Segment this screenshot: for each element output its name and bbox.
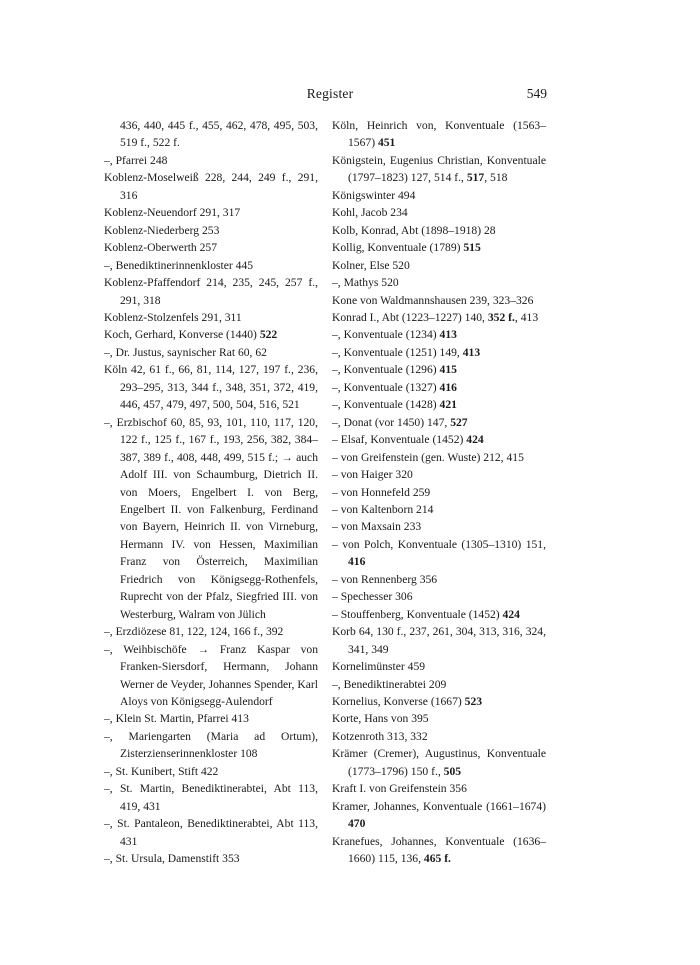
index-entry-text: – Stouffenberg, Konventuale (1452) [332, 607, 503, 621]
index-entry-text: –, Donat (vor 1450) 147, [332, 415, 451, 429]
index-entry [104, 414, 318, 623]
index-entry [332, 745, 546, 780]
index-entry-text: Kotzenroth 313, 332 [332, 729, 428, 743]
index-entry-text: , 518 [484, 171, 508, 185]
index-entry-text: Korte, Hans von 395 [332, 712, 429, 726]
index-entry-text: –, Mathys 520 [332, 276, 399, 290]
index-entry [332, 326, 546, 343]
index-entry [104, 780, 318, 815]
index-entry-text: –, Klein St. Martin, Pfarrei 413 [104, 712, 249, 726]
index-entry-text: –, Weihbischöfe → Franz Kaspar von Franken-Siersdorf, Hermann, Johann Werner de Veyder, Johannes Spender, Karl Aloys von Königsegg-Aulendorf [104, 642, 318, 708]
index-entry [104, 257, 318, 274]
index-entry [332, 728, 546, 745]
index-entry-bold-ref: 470 [348, 817, 366, 831]
index-entry [332, 798, 546, 833]
index-entry [332, 588, 546, 605]
index-entry [332, 518, 546, 535]
index-entry [332, 396, 546, 413]
index-entry [104, 309, 318, 326]
index-entry-text: 436, 440, 445 f., 455, 462, 478, 495, 503, 519 f., 522 f. [120, 119, 318, 150]
index-entry [332, 449, 546, 466]
index-entry-text: Koch, Gerhard, Konverse (1440) [104, 328, 260, 342]
index-entry [332, 501, 546, 518]
index-column-right [332, 117, 546, 867]
index-entry-bold-ref: 413 [439, 328, 457, 342]
index-entry [104, 344, 318, 361]
index-entry-text: –, Konventuale (1251) 149, [332, 345, 463, 359]
index-entry-text: –, Mariengarten (Maria ad Ortum), Zisterzienserinnenkloster 108 [104, 729, 318, 761]
index-entry-text: –, Benediktinerinnenkloster 445 [104, 258, 254, 272]
index-entry-text: – von Greifenstein (gen. Wuste) 212, 415 [332, 450, 524, 464]
index-entry [104, 274, 318, 309]
index-entry [332, 676, 546, 693]
index-entry-bold-ref: 527 [450, 415, 468, 429]
index-entry-text: –, Dr. Justus, saynischer Rat 60, 62 [104, 345, 267, 359]
index-entry-bold-ref: 424 [466, 433, 484, 447]
index-entry [104, 169, 318, 204]
index-entry-text: –, Erzdiözese 81, 122, 124, 166 f., 392 [104, 625, 284, 639]
index-entry [104, 204, 318, 221]
index-entry-bold-ref: 352 f. [487, 310, 515, 324]
index-entry [104, 152, 318, 169]
index-entry-text: Kollig, Konventuale (1789) [332, 241, 464, 255]
index-entry-bold-ref: 515 [463, 241, 481, 255]
index-entry-text: Koblenz-Oberwerth 257 [104, 241, 217, 255]
index-entry-text: Koblenz-Stolzenfels 291, 311 [104, 310, 242, 324]
index-entry-text: –, Konventuale (1234) [332, 328, 440, 342]
index-entry-text: Kohl, Jacob 234 [332, 206, 408, 220]
index-entry [104, 623, 318, 640]
index-entry-text: Kolb, Konrad, Abt (1898–1918) 28 [332, 223, 496, 237]
index-entry-text: –, Erzbischof 60, 85, 93, 101, 110, 117, 120, 122 f., 125 f., 167 f., 193, 256, 382, 384–387, 389 f., 408, 448, 499, 515 f.; → auch Adolf III. von Schaumburg, Dietrich II. von Moers, Engelbert I. von Berg, Engelbert II. von Falkenburg, Ferdinand von Bayern, Heinrich II. von Virneburg, Hermann IV. von Hessen, Maximilian Franz von Österreich, Maximilian Friedrich von Königsegg-Rothenfels, Ruprecht von der Pfalz, Siegfried III. von Westerburg, Walram von Jülich [104, 415, 318, 621]
index-entry [332, 222, 546, 239]
index-entry [332, 606, 546, 623]
index-entry [332, 536, 546, 571]
index-entry [332, 780, 546, 797]
index-entry [332, 292, 546, 309]
index-entry [104, 326, 318, 343]
index-entry-text: – von Maxsain 233 [332, 520, 422, 534]
index-entry [332, 484, 546, 501]
index-entry-text: Kraft I. von Greifenstein 356 [332, 782, 467, 796]
index-entry-text: Koblenz-Niederberg 253 [104, 223, 220, 237]
index-entry-text: – Spechesser 306 [332, 590, 413, 604]
index-entry [332, 239, 546, 256]
index-entry [104, 815, 318, 850]
index-entry-text: –, Benediktinerabtei 209 [332, 677, 447, 691]
index-entry-text: –, Konventuale (1428) [332, 398, 440, 412]
index-entry-text: Köln, Heinrich von, Konventuale (1563–1567) [332, 119, 546, 150]
index-entry [332, 466, 546, 483]
index-entry [332, 361, 546, 378]
index-entry-text: Kramer, Johannes, Konventuale (1661–1674) [332, 799, 546, 813]
index-entry [332, 623, 546, 658]
index-entry [104, 222, 318, 239]
index-entry [332, 274, 546, 291]
index-entry [104, 850, 318, 867]
index-entry [104, 710, 318, 727]
index-entry-bold-ref: 451 [377, 136, 396, 150]
index-entry [332, 658, 546, 675]
index-entry [332, 187, 546, 204]
index-entry [332, 693, 546, 710]
index-entry-bold-ref: 522 [259, 328, 278, 342]
index-entry-bold-ref: 517 [466, 171, 485, 185]
index-entry-bold-ref: 465 f. [423, 852, 451, 866]
index-entry [332, 833, 546, 868]
index-entry-text: –, St. Ursula, Damenstift 353 [104, 852, 240, 866]
index-entry-bold-ref: 505 [443, 764, 462, 778]
index-entry [332, 431, 546, 448]
page-number: 549 [526, 86, 547, 101]
index-entry-text: Konrad I., Abt (1223–1227) 140, [332, 310, 488, 324]
index-entry-text: – Elsaf, Konventuale (1452) [332, 433, 467, 447]
index-entry-text: Kornelimünster 459 [332, 660, 426, 674]
index-entry [104, 117, 318, 152]
index-entry-text: – von Honnefeld 259 [332, 485, 431, 499]
index-entry-text: Koblenz-Neuendorf 291, 317 [104, 206, 241, 220]
index-entry-text: Kranefues, Johannes, Konventuale (1636–1660) 115, 136, [332, 834, 546, 866]
index-entry-text: Krämer (Cremer), Augustinus, Konventuale (1773–1796) 150 f., [332, 747, 546, 778]
index-entry [104, 641, 318, 711]
index-entry-text: Kolner, Else 520 [332, 258, 410, 272]
index-column-left [104, 117, 318, 867]
index-entry-text: –, St. Pantaleon, Benediktinerabtei, Abt 113, 431 [104, 817, 318, 848]
index-entry-bold-ref: 413 [462, 345, 481, 359]
index-entry [104, 728, 318, 763]
index-entry [332, 117, 546, 152]
index-entry-text: Koblenz-Moselweiß 228, 244, 249 f., 291, 316 [104, 171, 318, 202]
index-entry-text: Kone von Waldmannshausen 239, 323–326 [332, 293, 534, 307]
index-entry-bold-ref: 416 [348, 555, 366, 569]
index-entry-text: Königswinter 494 [332, 188, 416, 202]
index-entry-text: –, St. Kunibert, Stift 422 [104, 764, 219, 778]
index-entry-text: –, Konventuale (1327) [332, 380, 440, 394]
index-entry-text: –, Pfarrei 248 [104, 153, 168, 167]
index-entry [332, 710, 546, 727]
index-entry-text: Königstein, Eugenius Christian, Konventuale (1797–1823) 127, 514 f., [332, 153, 546, 185]
index-entry [104, 361, 318, 413]
index-entry [332, 379, 546, 396]
index-entry-text: Korb 64, 130 f., 237, 261, 304, 313, 316, 324, 341, 349 [332, 625, 546, 656]
index-entry [332, 204, 546, 221]
index-entry [104, 239, 318, 256]
index-entry-text: – von Rennenberg 356 [332, 572, 438, 586]
index-entry-text: Koblenz-Pfaffendorf 214, 235, 245, 257 f., 291, 318 [104, 276, 318, 307]
index-entry [332, 571, 546, 588]
index-entry-text: Köln 42, 61 f., 66, 81, 114, 127, 197 f., 236, 293–295, 313, 344 f., 348, 351, 372, 419, 446, 457, 479, 497, 500, 504, 516, 521 [104, 363, 318, 412]
index-entry [104, 763, 318, 780]
index-entry-bold-ref: 424 [502, 607, 520, 621]
index-entry-bold-ref: 421 [439, 398, 457, 412]
index-entry [332, 309, 546, 326]
index-entry-text: – von Kaltenborn 214 [332, 502, 434, 516]
index-entry-text: – von Polch, Konventuale (1305–1310) 151, [332, 537, 546, 551]
index-entry-text: , 413 [514, 310, 539, 324]
index-entry-bold-ref: 416 [439, 380, 457, 394]
index-entry [332, 152, 546, 187]
index-entry-text: –, Konventuale (1296) [332, 363, 440, 377]
index-entry [332, 257, 546, 274]
index-entry [332, 414, 546, 431]
index-entry-text: –, St. Martin, Benediktinerabtei, Abt 113, 419, 431 [104, 782, 318, 813]
index-entry [332, 344, 546, 361]
index-entry-text: – von Haiger 320 [332, 468, 413, 482]
index-entry-bold-ref: 415 [439, 363, 457, 377]
index-entry-bold-ref: 523 [464, 694, 483, 708]
page-title: Register [306, 86, 354, 101]
index-entry-text: Kornelius, Konverse (1667) [332, 694, 465, 708]
